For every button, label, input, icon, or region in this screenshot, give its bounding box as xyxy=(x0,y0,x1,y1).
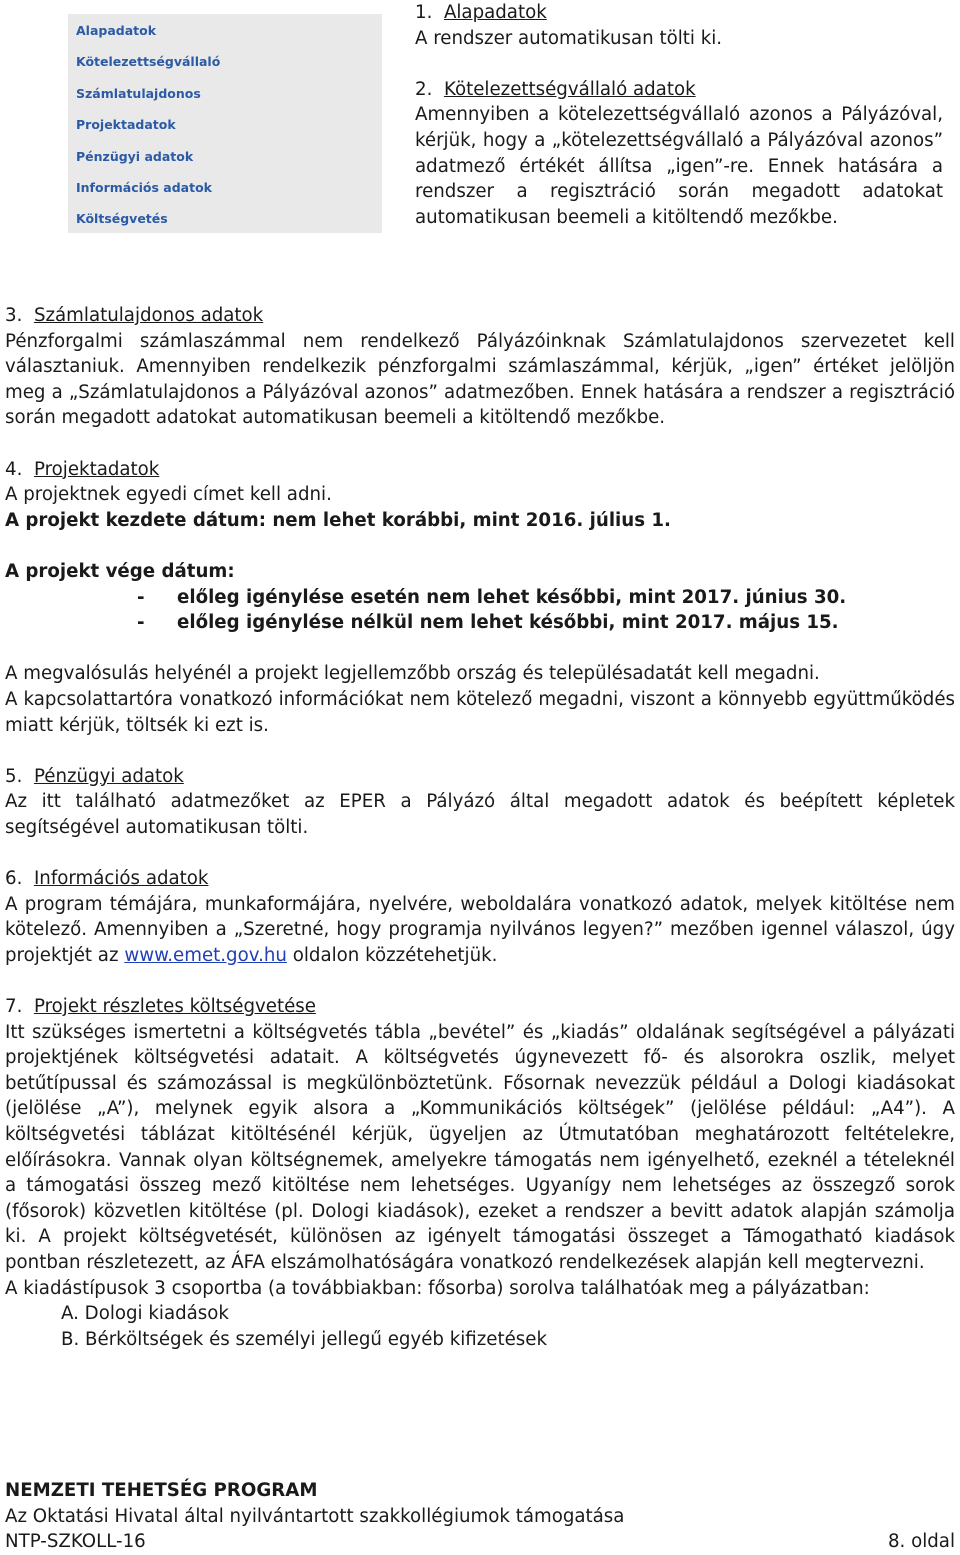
project-end-rule-2-text: előleg igénylése nélkül nem lehet későbbi, mint 2017. május 15. xyxy=(177,612,839,634)
footer-subtitle: Az Oktatási Hivatal által nyilvántartott szakkollégiumok támogatása xyxy=(5,1505,625,1527)
dash-marker: - xyxy=(137,586,145,608)
section-6-text-before: A program témájára, munkaformájára, nyelvére, weboldalára vonatkozó adatok, melyek kitöltése nem kötelező. Amennyiben a „Szeretné, hogy programja nyilvános legyen?” mezőben igennel válaszol, úgy projektjét az xyxy=(5,893,955,966)
list-item: B. Bérköltségek és személyi jellegű egyéb kifizetések xyxy=(61,1328,548,1350)
project-end-rule-2 xyxy=(5,610,955,636)
section-2-heading xyxy=(415,77,943,103)
page-number: 8. oldal xyxy=(887,1531,955,1553)
nav-item-projektadatok[interactable]: Projektadatok xyxy=(76,117,176,132)
section-3-title: Számlatulajdonos adatok xyxy=(33,305,264,326)
section-2-text: Amennyiben a kötelezettségvállaló azonos a Pályázóval, kérjük, hogy a „kötelezettségvállaló a Pályázóval azonos” adatmező értékét állítsa „igen”-re. Ennek hatására a rendszer a regisztráció során megadott adatokat automatikusan beemeli a kitöltendő mezőkbe. xyxy=(415,104,943,228)
right-column xyxy=(415,0,943,230)
section-6-text xyxy=(5,892,955,969)
emet-website-link[interactable]: www.emet.gov.hu xyxy=(124,944,287,966)
nav-item-szamlatulajdonos[interactable]: Számlatulajdonos xyxy=(76,86,201,101)
section-7-heading xyxy=(5,994,955,1020)
section-1-text: A rendszer automatikusan tölti ki. xyxy=(415,27,723,49)
project-end-rule-1 xyxy=(5,585,955,611)
nav-item-informacios-adatok[interactable]: Információs adatok xyxy=(76,180,212,195)
section-1-title: Alapadatok xyxy=(443,2,547,23)
page-footer xyxy=(5,1478,955,1555)
section-4-number: 4. xyxy=(5,458,23,480)
section-3-heading xyxy=(5,303,955,329)
section-5-text: Az itt található adatmezőket az EPER a Pályázó által megadott adatok és beépített képletek segítségével automatikusan tölti. xyxy=(5,791,955,838)
nav-menu xyxy=(68,14,382,233)
section-7-number: 7. xyxy=(5,996,23,1018)
section-7-groups-intro: A kiadástípusok 3 csoportba (a továbbiakban: fősorba) sorolva találhatóak meg a pályázatban: xyxy=(5,1277,870,1299)
section-6-text-after: oldalon közzétehetjük. xyxy=(292,944,498,966)
location-rule: A megvalósulás helyénél a projekt legjellemzőbb ország és településadatát kell megadni. xyxy=(5,663,820,685)
dash-marker: - xyxy=(137,612,145,634)
main-content xyxy=(5,303,955,1352)
project-title-rule: A projektnek egyedi címet kell adni. xyxy=(5,484,332,506)
section-1-number: 1. xyxy=(415,2,433,23)
footer-program: NEMZETI TEHETSÉG PROGRAM xyxy=(5,1480,318,1501)
project-start-rule: A projekt kezdete dátum: nem lehet korábbi, mint 2016. július 1. xyxy=(5,509,671,531)
section-7-text: Itt szükséges ismertetni a költségvetés tábla „bevétel” és „kiadás” oldalának segítségével a pályázati projektjének költségvetési adatait. A költségvetés úgynevezett fő- és alsorokra oszlik, melyet betűtípussal és számozással is megkülönböztetünk. Fősornak nevezzük például a Dologi kiadásokat (jelölése „A”), melynek egyik alsora a „Kommunikációs költségek” (jelölése például: „A4”). A költségvetési táblázat kitöltésénél kérjük, ügyeljen az Útmutatóban meghatározott feltételekre, előírásokra. Vannak olyan költségnemek, amelyekre támogatás nem igényelhető, ezeknél a tételeknél a támogatási összeg mező kitöltése nem lehetséges. Ugyanígy nem lehetséges az összegző sorok (fősorok) közvetlen kitöltése (pl. Dologi kiadások), ezeket a rendszer a bevitt adatok alapján számolja ki. A projekt költségvetését, különösen az igényelt támogatási összeget a Támogatható kiadások pontban részletezett, az ÁFA elszámolhatóságára vonatkozó rendelkezések alapján kell megtervezni. xyxy=(5,1021,955,1273)
nav-item-koltsegvetes[interactable]: Költségvetés xyxy=(76,211,168,226)
section-4-title: Projektadatok xyxy=(33,458,160,480)
list-item: A. Dologi kiadások xyxy=(61,1303,229,1325)
section-7-title: Projekt részletes költségvetése xyxy=(33,996,316,1018)
section-2-number: 2. xyxy=(415,78,433,100)
section-1-heading xyxy=(415,0,943,26)
section-6-number: 6. xyxy=(5,868,23,890)
nav-item-alapadatok[interactable]: Alapadatok xyxy=(76,23,157,38)
footer-code: NTP-SZKOLL-16 xyxy=(5,1531,146,1553)
contact-rule: A kapcsolattartóra vonatkozó információkat nem kötelező megadni, viszont a könnyebb együttműködés miatt kérjük, töltsék ki ezt is. xyxy=(5,688,955,736)
section-3-text: Pénzforgalmi számlaszámmal nem rendelkező Pályázóinknak Számlatulajdonos szervezetet kell választaniuk. Amennyiben rendelkezik pénzforgalmi számlaszámmal, kérjük, „igen” értéket jelöljön meg a „Számlatulajdonos a Pályázóval azonos” adatmezőben. Ennek hatására a rendszer a regisztráció során megadott adatokat automatikusan beemeli a kitöltendő mezőkbe. xyxy=(5,330,955,429)
section-5-number: 5. xyxy=(5,765,23,787)
project-end-rule-1-text: előleg igénylése esetén nem lehet későbbi, mint 2017. június 30. xyxy=(177,586,847,608)
section-5-heading xyxy=(5,764,955,790)
project-end-heading: A projekt vége dátum: xyxy=(5,560,235,582)
section-6-title: Információs adatok xyxy=(33,868,209,890)
nav-item-kotelezettsegvallalo[interactable]: Kötelezettségvállaló xyxy=(76,54,221,69)
footer-row xyxy=(5,1529,955,1555)
section-6-heading xyxy=(5,866,955,892)
section-5-title: Pénzügyi adatok xyxy=(33,765,184,787)
section-3-number: 3. xyxy=(5,305,23,326)
section-2-title: Kötelezettségvállaló adatok xyxy=(443,78,696,100)
section-4-heading xyxy=(5,457,955,483)
nav-item-penzugyi-adatok[interactable]: Pénzügyi adatok xyxy=(76,149,194,164)
